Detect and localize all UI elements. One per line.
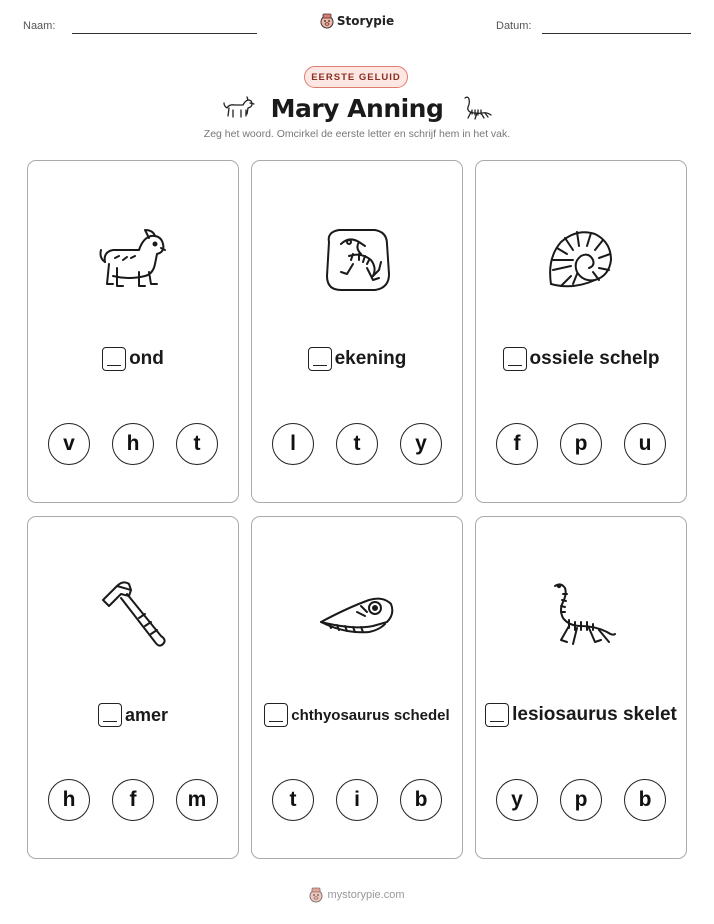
- letter-choice[interactable]: h: [48, 779, 90, 821]
- word-ending: ekening: [334, 348, 407, 369]
- letter-choice[interactable]: b: [624, 779, 666, 821]
- letter-choice[interactable]: y: [496, 779, 538, 821]
- letter-choice[interactable]: f: [112, 779, 154, 821]
- pig-mascot-icon: [309, 887, 323, 903]
- letter-choice[interactable]: t: [336, 423, 378, 465]
- word-ending: ossiele schelp: [529, 348, 660, 369]
- pig-mascot-icon: [320, 13, 334, 29]
- answer-box[interactable]: [503, 347, 527, 371]
- ichthyosaurus-skull-icon: [317, 586, 397, 646]
- date-field[interactable]: [542, 33, 691, 34]
- word-ending: amer: [124, 704, 169, 725]
- letter-choice[interactable]: f: [496, 423, 538, 465]
- letter-choice[interactable]: u: [624, 423, 666, 465]
- letter-choice[interactable]: v: [48, 423, 90, 465]
- ammonite-shell-icon: [543, 224, 619, 296]
- word-card: [27, 160, 239, 503]
- footer: [0, 887, 714, 903]
- word-card: [475, 516, 687, 859]
- letter-choice[interactable]: p: [560, 423, 602, 465]
- letter-choice[interactable]: p: [560, 779, 602, 821]
- word-card: [475, 160, 687, 503]
- letter-choice[interactable]: b: [400, 779, 442, 821]
- brand-name: Storypie: [336, 14, 395, 28]
- letter-choice[interactable]: l: [272, 423, 314, 465]
- hammer-icon: [95, 578, 171, 654]
- letter-choice[interactable]: i: [336, 779, 378, 821]
- letter-choice[interactable]: y: [400, 423, 442, 465]
- answer-box[interactable]: [485, 703, 509, 727]
- date-label: Datum:: [496, 20, 532, 32]
- word-ending: ond: [129, 348, 164, 369]
- name-field[interactable]: [72, 33, 257, 34]
- answer-box[interactable]: [98, 703, 122, 727]
- letter-choice[interactable]: h: [112, 423, 154, 465]
- dog-icon: [93, 224, 173, 296]
- name-label: Naam:: [23, 20, 56, 32]
- instructions: Zeg het woord. Omcirkel de eerste letter en schrijf hem in het vak.: [203, 128, 511, 140]
- answer-box[interactable]: [308, 347, 332, 371]
- answer-box[interactable]: [264, 703, 288, 727]
- letter-choice[interactable]: t: [176, 423, 218, 465]
- letter-choice[interactable]: m: [176, 779, 218, 821]
- fossil-skeleton-icon: [319, 224, 395, 296]
- letter-choice[interactable]: t: [272, 779, 314, 821]
- word-card: [251, 516, 463, 859]
- activity-badge: EERSTE GELUID: [304, 66, 408, 88]
- word-card: [251, 160, 463, 503]
- page-title: Mary Anning: [270, 93, 444, 123]
- plesiosaurus-icon: [459, 94, 493, 122]
- footer-link[interactable]: mystorypie.com: [327, 889, 405, 901]
- brand-logo: [0, 13, 714, 29]
- word-card: [27, 516, 239, 859]
- plesiosaurus-skeleton-icon: [545, 580, 617, 652]
- answer-box[interactable]: [102, 347, 126, 371]
- dog-icon: [221, 94, 255, 122]
- word-ending: lesiosaurus skelet: [512, 704, 677, 725]
- word-ending: chthyosaurus schedel: [291, 706, 450, 724]
